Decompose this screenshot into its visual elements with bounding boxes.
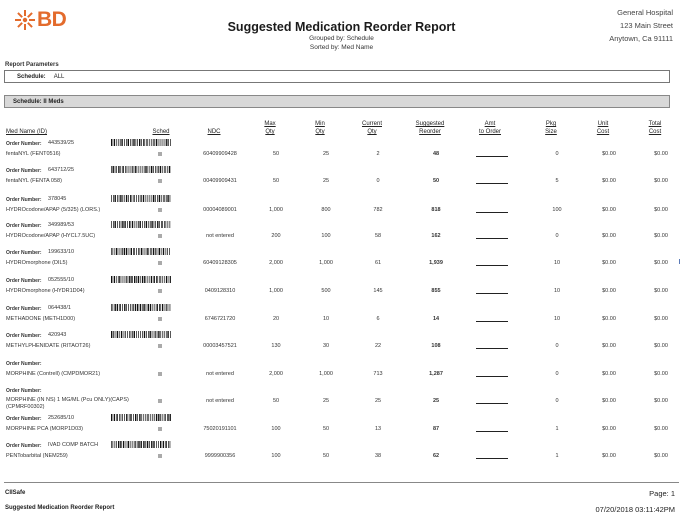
- col-sched: Sched: [152, 129, 170, 135]
- cell-suggested: 14: [432, 316, 440, 322]
- cell-ndc: 75020191101: [203, 426, 237, 432]
- order-number-value: 064438/1: [48, 305, 71, 311]
- med-name: [6, 260, 67, 266]
- cell-total: $0.00: [654, 260, 668, 266]
- footer-divider: [4, 482, 679, 483]
- col-pkg-size: Pkg Size: [545, 121, 557, 135]
- address-line-1: 123 Main Street: [620, 21, 673, 30]
- col-current-qty: Current Qty: [361, 121, 382, 135]
- barcode-icon: [111, 414, 171, 421]
- med-name: [6, 397, 129, 410]
- cell-min: 800: [321, 207, 331, 213]
- col-max-qty: Max Qty: [264, 121, 276, 135]
- cell-suggested: 818: [431, 207, 441, 213]
- cell-unit: $0.00: [602, 371, 616, 377]
- schedule-param-value: ALL: [53, 73, 65, 80]
- order-number-label: Order Number:: [6, 443, 42, 449]
- order-number-value: 420943: [48, 332, 67, 338]
- table-row: [6, 331, 672, 358]
- cell-pkg: 0: [555, 398, 559, 404]
- cell-total: $0.00: [654, 371, 668, 377]
- cell-pkg: 0: [555, 343, 559, 349]
- cell-max: 50: [272, 151, 280, 157]
- schedule-marker: [158, 344, 162, 348]
- barcode-icon: [111, 304, 171, 311]
- cell-suggested: 1,939: [429, 260, 443, 266]
- schedule-marker: [158, 152, 162, 156]
- order-number-label: Order Number:: [6, 388, 42, 394]
- cell-suggested: 25: [432, 398, 440, 404]
- barcode-icon: [111, 276, 171, 283]
- schedule-param-label: Schedule:: [17, 73, 46, 80]
- footer-report-name: Suggested Medication Reorder Report: [5, 505, 115, 511]
- col-amt-to-order: Amt to Order: [478, 121, 501, 135]
- amt-to-order-field: [476, 293, 508, 294]
- med-name-line: fentaNYL (FENT0516): [6, 151, 61, 157]
- cell-min: 1,000: [319, 260, 333, 266]
- schedule-marker: [158, 234, 162, 238]
- table-row: [6, 195, 672, 222]
- cell-unit: $0.00: [602, 343, 616, 349]
- schedule-marker: [158, 399, 162, 403]
- order-number-label: Order Number:: [6, 278, 42, 284]
- cell-min: 10: [322, 316, 330, 322]
- cell-min: 30: [322, 343, 330, 349]
- amt-to-order-field: [476, 183, 508, 184]
- col-unit-cost: Unit Cost: [596, 121, 610, 135]
- cell-min: 50: [322, 453, 330, 459]
- cell-pkg: 0: [555, 151, 559, 157]
- order-number-value: 443539/25: [48, 140, 74, 146]
- cell-current: 782: [373, 207, 383, 213]
- order-number-value: IVAD COMP BATCH: [48, 442, 99, 448]
- cell-ndc: 00409909431: [203, 178, 237, 184]
- order-number-label: Order Number:: [6, 168, 42, 174]
- cell-unit: $0.00: [602, 151, 616, 157]
- cell-ndc: 00003457521: [203, 343, 237, 349]
- cell-suggested: 855: [431, 288, 441, 294]
- cell-min: 100: [321, 233, 331, 239]
- cell-total: $0.00: [654, 343, 668, 349]
- barcode-icon: [111, 166, 171, 173]
- table-row: [6, 441, 672, 468]
- cell-current: 145: [373, 288, 383, 294]
- med-name-line: MORPHINE (IN NS) 1 MG/ML (Pcu ONLY)(CAPS): [6, 397, 129, 403]
- order-number-label: Order Number:: [6, 141, 42, 147]
- cell-current: 6: [376, 316, 380, 322]
- cell-min: 25: [322, 398, 330, 404]
- cell-min: 500: [321, 288, 331, 294]
- order-number-value: 378045: [48, 196, 67, 202]
- table-row: [6, 359, 672, 386]
- cell-unit: $0.00: [602, 398, 616, 404]
- amt-to-order-field: [476, 212, 508, 213]
- address-line-2: Anytown, Ca 91111: [609, 34, 673, 43]
- schedule-marker: [158, 454, 162, 458]
- cell-current: 713: [373, 371, 383, 377]
- med-name: [6, 453, 68, 459]
- schedule-marker: [158, 208, 162, 212]
- cell-total: $0.00: [654, 316, 668, 322]
- order-number-value: 199633/10: [48, 249, 74, 255]
- hospital-name: General Hospital: [617, 8, 673, 17]
- order-number-label: Order Number:: [6, 361, 42, 367]
- cell-unit: $0.00: [602, 207, 616, 213]
- cell-pkg: 10: [553, 260, 561, 266]
- med-name: [6, 151, 61, 157]
- cell-min: 25: [322, 178, 330, 184]
- footer-app-name: CIISafe: [5, 490, 26, 496]
- schedule-marker: [158, 317, 162, 321]
- amt-to-order-field: [476, 431, 508, 432]
- order-number-label: Order Number:: [6, 197, 42, 203]
- order-number-value: 252685/10: [48, 415, 74, 421]
- cell-current: 38: [374, 453, 382, 459]
- cell-max: 2,000: [269, 371, 283, 377]
- amt-to-order-field: [476, 376, 508, 377]
- amt-to-order-field: [476, 348, 508, 349]
- med-name: [6, 233, 95, 239]
- cell-suggested: 62: [432, 453, 440, 459]
- barcode-icon: [111, 331, 171, 338]
- table-row: [6, 386, 672, 413]
- cell-max: 2,000: [269, 260, 283, 266]
- schedule-group-header: Schedule: II Meds: [4, 95, 670, 108]
- med-name-line: HYDROcodone/APAP (HYCL7.5UC): [6, 233, 96, 239]
- report-title: Suggested Medication Reorder Report: [227, 20, 456, 34]
- col-total-cost: Total Cost: [648, 121, 662, 135]
- cell-unit: $0.00: [602, 426, 616, 432]
- cell-ndc: 60409909428: [203, 151, 237, 157]
- med-name-line: METHADONE (METH1D00): [6, 316, 76, 322]
- sorted-by: Sorted by: Med Name: [309, 44, 374, 51]
- cell-max: 1,000: [269, 288, 283, 294]
- order-number-label: Order Number:: [6, 416, 42, 422]
- cell-min: 25: [322, 151, 330, 157]
- cell-total: $0.00: [654, 288, 668, 294]
- cell-total: $0.00: [654, 207, 668, 213]
- cell-min: 1,000: [319, 371, 333, 377]
- order-number-label: Order Number:: [6, 223, 42, 229]
- report-title-block: [0, 20, 683, 52]
- med-name-line: PENTobarbital (NEM259): [6, 453, 68, 459]
- med-name: [6, 371, 100, 377]
- cell-total: $0.00: [654, 178, 668, 184]
- med-name-line: HYDROcodone/APAP (5/325) (LORS.): [6, 207, 101, 213]
- med-name: [6, 288, 85, 294]
- schedule-marker: [158, 372, 162, 376]
- order-number-label: Order Number:: [6, 306, 42, 312]
- cell-current: 13: [374, 426, 382, 432]
- med-name-line: MORPHINE (Contrell) (CMPDMOR21): [6, 371, 101, 377]
- barcode-icon: [111, 195, 171, 202]
- cell-ndc: 6746721720: [204, 316, 236, 322]
- cell-max: 100: [271, 453, 281, 459]
- cell-suggested: 48: [432, 151, 440, 157]
- table-row: [6, 304, 672, 331]
- schedule-marker: [158, 261, 162, 265]
- grouped-by: Grouped by: Schedule: [309, 35, 374, 42]
- order-number-value: 052555/10: [48, 277, 74, 283]
- med-name: [6, 207, 100, 213]
- cell-current: 0: [376, 178, 380, 184]
- footer-datetime: 07/20/2018 03:11:42PM: [595, 505, 675, 514]
- table-row: [6, 166, 672, 193]
- barcode-icon: [111, 441, 171, 448]
- cell-current: 22: [374, 343, 382, 349]
- med-name: [6, 316, 75, 322]
- cell-max: 50: [272, 398, 280, 404]
- med-name-line: fentaNYL (FENTA 058): [6, 178, 62, 184]
- amt-to-order-field: [476, 321, 508, 322]
- table-row: [6, 248, 672, 275]
- barcode-icon: [111, 221, 171, 228]
- cell-ndc: 0409128310: [204, 288, 236, 294]
- cell-pkg: 10: [553, 288, 561, 294]
- cell-suggested: 87: [432, 426, 440, 432]
- col-med-name: Med Name (ID): [6, 129, 48, 135]
- cell-max: 200: [271, 233, 281, 239]
- cell-pkg: 100: [552, 207, 562, 213]
- logo-text: BD: [37, 8, 67, 31]
- schedule-marker: [158, 427, 162, 431]
- order-number-value: 643712/25: [48, 167, 74, 173]
- col-suggested-reorder: Suggested Reorder: [415, 121, 445, 135]
- report-parameters-box: [4, 70, 670, 83]
- table-row: [6, 414, 672, 441]
- cell-total: $0.00: [654, 398, 668, 404]
- col-min-qty: Min Qty: [315, 121, 325, 135]
- cell-max: 50: [272, 178, 280, 184]
- cell-unit: $0.00: [602, 178, 616, 184]
- cell-total: $0.00: [654, 233, 668, 239]
- cell-current: 25: [374, 398, 382, 404]
- cell-min: 50: [322, 426, 330, 432]
- med-name-line: HYDROmorphone (HYDR1D04): [6, 288, 85, 294]
- cell-current: 61: [374, 260, 382, 266]
- cell-ndc: not entered: [206, 233, 234, 239]
- col-ndc: NDC: [207, 129, 221, 135]
- table-row: [6, 139, 672, 166]
- cell-total: $0.00: [654, 151, 668, 157]
- table-row: [6, 221, 672, 248]
- cell-max: 130: [271, 343, 281, 349]
- med-name-line: METHYLPHENIDATE (RITAOT26): [6, 343, 91, 349]
- schedule-marker: [158, 179, 162, 183]
- cell-max: 1,000: [269, 207, 283, 213]
- table-row: [6, 276, 672, 303]
- med-name: [6, 426, 83, 432]
- med-name: [6, 343, 90, 349]
- cell-pkg: 1: [555, 426, 559, 432]
- amt-to-order-field: [476, 403, 508, 404]
- cell-total: $0.00: [654, 453, 668, 459]
- cell-max: 20: [272, 316, 280, 322]
- cell-suggested: 108: [431, 343, 441, 349]
- cell-unit: $0.00: [602, 316, 616, 322]
- amt-to-order-field: [476, 265, 508, 266]
- footer-page-number: Page: 1: [649, 489, 675, 498]
- med-name: [6, 178, 62, 184]
- barcode-icon: [111, 139, 171, 146]
- cell-pkg: 1: [555, 453, 559, 459]
- cell-ndc: 60409128305: [203, 260, 237, 266]
- cell-current: 2: [376, 151, 380, 157]
- schedule-marker: [158, 289, 162, 293]
- cell-pkg: 0: [555, 371, 559, 377]
- cell-suggested: 162: [431, 233, 441, 239]
- order-number-value: 349989/53: [48, 222, 74, 228]
- order-number-label: Order Number:: [6, 333, 42, 339]
- cell-ndc: 9999900356: [204, 453, 236, 459]
- cell-suggested: 1,287: [429, 371, 443, 377]
- med-name-line: (CPMRF00302): [6, 403, 45, 410]
- cell-unit: $0.00: [602, 233, 616, 239]
- cell-ndc: 00004089001: [203, 207, 237, 213]
- cell-max: 100: [271, 426, 281, 432]
- cell-pkg: 5: [555, 178, 559, 184]
- barcode-icon: [111, 248, 171, 255]
- cell-current: 58: [374, 233, 382, 239]
- amt-to-order-field: [476, 458, 508, 459]
- cell-unit: $0.00: [602, 260, 616, 266]
- cell-pkg: 0: [555, 233, 559, 239]
- med-name-line: MORPHINE PCA (MORP1D03): [6, 426, 84, 432]
- hospital-address: [609, 6, 673, 45]
- cell-ndc: not entered: [206, 398, 234, 404]
- cell-unit: $0.00: [602, 453, 616, 459]
- cell-total: $0.00: [654, 426, 668, 432]
- report-parameters-label: Report Parameters: [5, 62, 59, 68]
- med-name-line: HYDROmorphone (DIL5): [6, 260, 68, 266]
- cell-unit: $0.00: [602, 288, 616, 294]
- page-marker: [679, 259, 680, 264]
- cell-ndc: not entered: [206, 371, 234, 377]
- amt-to-order-field: [476, 238, 508, 239]
- cell-suggested: 50: [432, 178, 440, 184]
- amt-to-order-field: [476, 156, 508, 157]
- order-number-label: Order Number:: [6, 250, 42, 256]
- cell-pkg: 10: [553, 316, 561, 322]
